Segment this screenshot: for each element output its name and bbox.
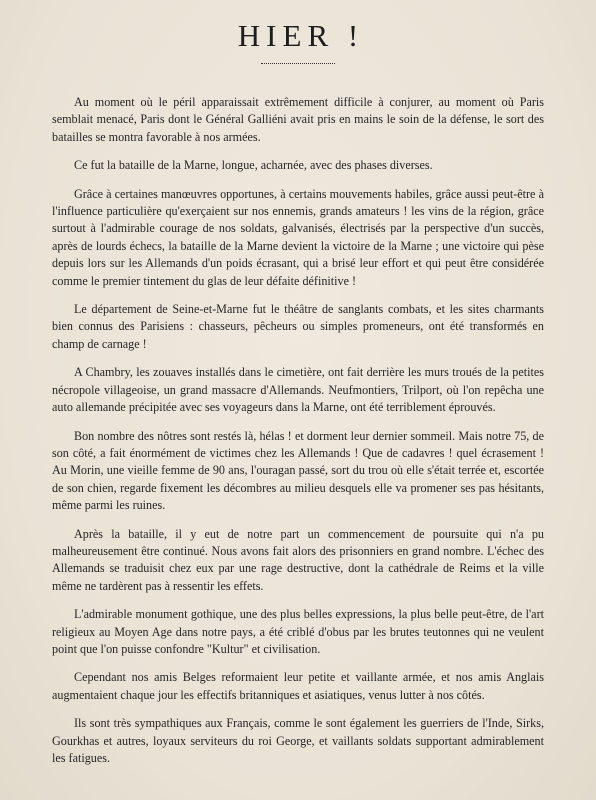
document-body [52, 94, 544, 767]
paragraph-8: L'admirable monument gothique, une des plus belles expressions, la plus belle peut-être, de l'art religieux au Moyen Age dans notre pays, a été criblé d'obus par les brutes teutonnes qui ne veulent point que l'on puisse confondre "Kultur" et civilisation. [52, 607, 544, 656]
paragraph-6: Bon nombre des nôtres sont restés là, hélas ! et dorment leur dernier sommeil. Mais notre 75, de son côté, a fait énormément de victimes chez les Allemands ! Que de cadavres ! quel écrasement ! Au Morin, une vieille femme de 90 ans, l'ouragan passé, sort du trou où elle s'était terrée et, escortée de son chien, regarde fixement les décombres au milieu desquels elle va promener ses pas hésitants, même parmi les ruines. [52, 428, 544, 513]
paragraph-1: Au moment où le péril apparaissait extrêmement difficile à conjurer, au moment où Paris semblait menacé, Paris dont le Général Galliéni avait pris en mains le soin de la défense, le sort des batailles se montra favorable à nos armées. [52, 95, 544, 144]
title-divider [261, 63, 335, 64]
paragraph-3: Grâce à certaines manœuvres opportunes, à certains mouvements habiles, grâce aussi peut-être à l'influence particulière qu'exerçaient sur nos ennemis, grands amateurs ! les vins de la région, grâce surtout à l'admirable courage de nos soldats, galvanisés, électrisés par la perspective d'un succès, après de lourds échecs, la bataille de la Marne devient la victoire de la Marne ; une victoire qui pèse depuis lors sur les Allemands d'un poids écrasant, qui a brisé leur effort et qui peut être considérée comme le premier tintement du glas de leur défaite définitive ! [52, 186, 544, 288]
paragraph-9: Cependant nos amis Belges reformaient leur petite et vaillante armée, et nos amis Anglais augmentaient chaque jour les effectifs britanniques et asiatiques, venus lutter à nos côtés. [52, 670, 544, 702]
paragraph-4: Le département de Seine-et-Marne fut le théâtre de sanglants combats, et les sites charmants bien connus des Parisiens : chasseurs, pêcheurs ou simples promeneurs, ont été transformés en champ de carnage ! [52, 302, 544, 351]
paragraph-10: Ils sont très sympathiques aux Français, comme le sont également les guerriers de l'Inde, Sirks, Gourkhas et autres, loyaux serviteurs du roi George, et vaillants soldats supportant admirablement les fatigues. [52, 716, 544, 765]
page-title: HIER ! [237, 18, 365, 53]
paragraph-7: Après la bataille, il y eut de notre part un commencement de poursuite qui n'a pu malheureusement être continué. Nous avons fait alors des prisonniers en grand nombre. L'échec des Allemands se traduisit chez eux par une rage destructive, dont la cathédrale de Reims et la ville même ne tardèrent pas à ressentir les effets. [52, 526, 544, 593]
paragraph-2: Ce fut la bataille de la Marne, longue, acharnée, avec des phases diverses. [74, 158, 433, 173]
paragraph-5: A Chambry, les zouaves installés dans le cimetière, ont fait derrière les murs troués de la petites nécropole villageoise, un grand massacre d'Allemands. Neufmontiers, Trilport, où l'on repêcha une auto allemande précipitée avec ses voyageurs dans la Marne, ont été terriblement éprouvés. [52, 365, 544, 415]
